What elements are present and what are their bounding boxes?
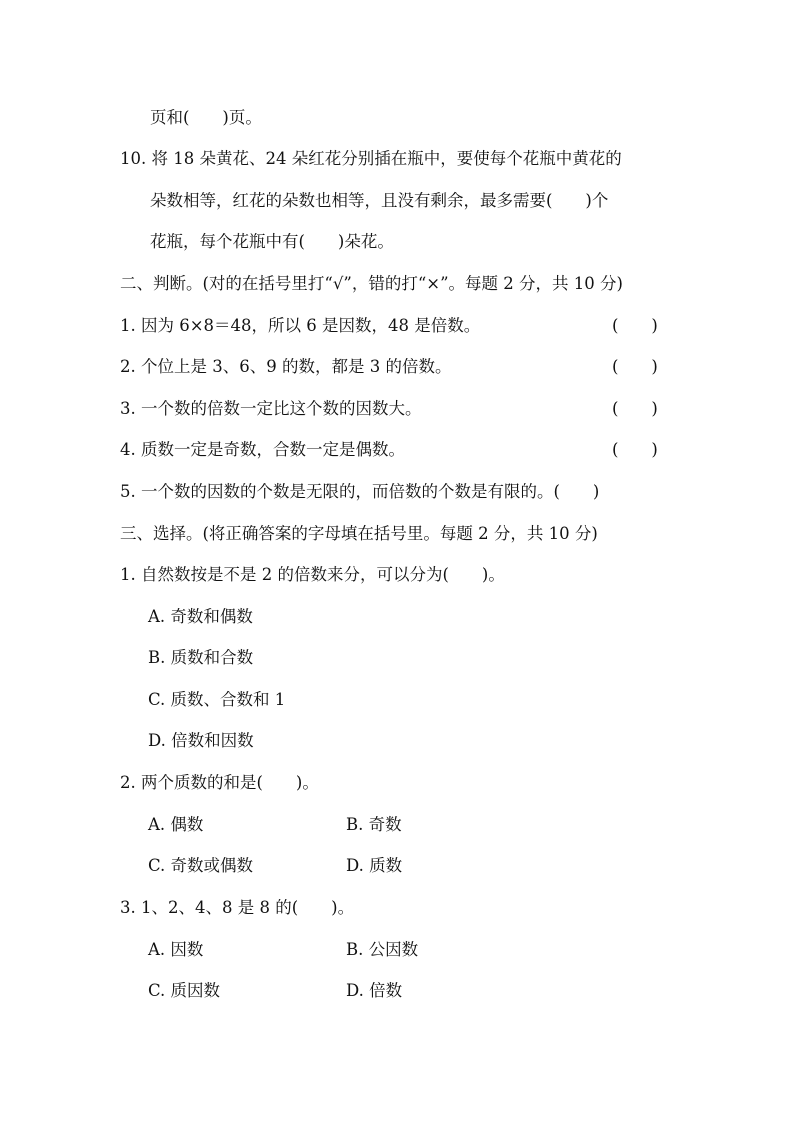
- judge-item-2: 2. 个位上是 3、6、9 的数，都是 3 的倍数。: [120, 357, 452, 376]
- question-10-line-2: 朵数相等，红花的朵数也相等，且没有剩余，最多需要( )个: [150, 191, 609, 210]
- choice-q2-option-c: C. 奇数或偶数: [148, 856, 254, 875]
- section-2-title: 二、判断。(对的在括号里打“√”，错的打“×”。每题 2 分，共 10 分): [120, 274, 623, 293]
- choice-question-1: 1. 自然数按是不是 2 的倍数来分，可以分为( )。: [120, 565, 505, 584]
- question-10-line-3: 花瓶，每个花瓶中有( )朵花。: [150, 232, 394, 251]
- question-10-line-1: 10. 将 18 朵黄花、24 朵红花分别插在瓶中，要使每个花瓶中黄花的: [120, 149, 622, 168]
- choice-question-3: 3. 1、2、4、8 是 8 的( )。: [120, 898, 355, 917]
- choice-q2-option-b: B. 奇数: [346, 815, 402, 834]
- choice-q2-option-d: D. 质数: [346, 856, 403, 875]
- choice-q1-option-a: A. 奇数和偶数: [148, 607, 253, 626]
- judge-item-1-answer-paren: ( ): [612, 316, 658, 335]
- question-9-continuation: 页和( )页。: [150, 108, 262, 127]
- choice-q1-option-b: B. 质数和合数: [148, 648, 254, 667]
- judge-item-3-answer-paren: ( ): [612, 399, 658, 418]
- section-3-title: 三、选择。(将正确答案的字母填在括号里。每题 2 分，共 10 分): [120, 524, 598, 543]
- choice-q1-option-d: D. 倍数和因数: [148, 731, 254, 750]
- choice-q1-option-c: C. 质数、合数和 1: [148, 690, 286, 709]
- choice-question-2: 2. 两个质数的和是( )。: [120, 773, 319, 792]
- choice-q3-option-c: C. 质因数: [148, 981, 221, 1000]
- choice-q3-option-d: D. 倍数: [346, 981, 403, 1000]
- choice-q2-option-a: A. 偶数: [148, 815, 204, 834]
- judge-item-2-answer-paren: ( ): [612, 357, 658, 376]
- choice-q3-option-a: A. 因数: [148, 940, 204, 959]
- judge-item-1: 1. 因为 6×8＝48，所以 6 是因数，48 是倍数。: [120, 316, 481, 335]
- judge-item-5: 5. 一个数的因数的个数是无限的，而倍数的个数是有限的。( ): [120, 482, 600, 501]
- judge-item-3: 3. 一个数的倍数一定比这个数的因数大。: [120, 399, 422, 418]
- choice-q3-option-b: B. 公因数: [346, 940, 419, 959]
- judge-item-4: 4. 质数一定是奇数，合数一定是偶数。: [120, 440, 405, 459]
- judge-item-4-answer-paren: ( ): [612, 440, 658, 459]
